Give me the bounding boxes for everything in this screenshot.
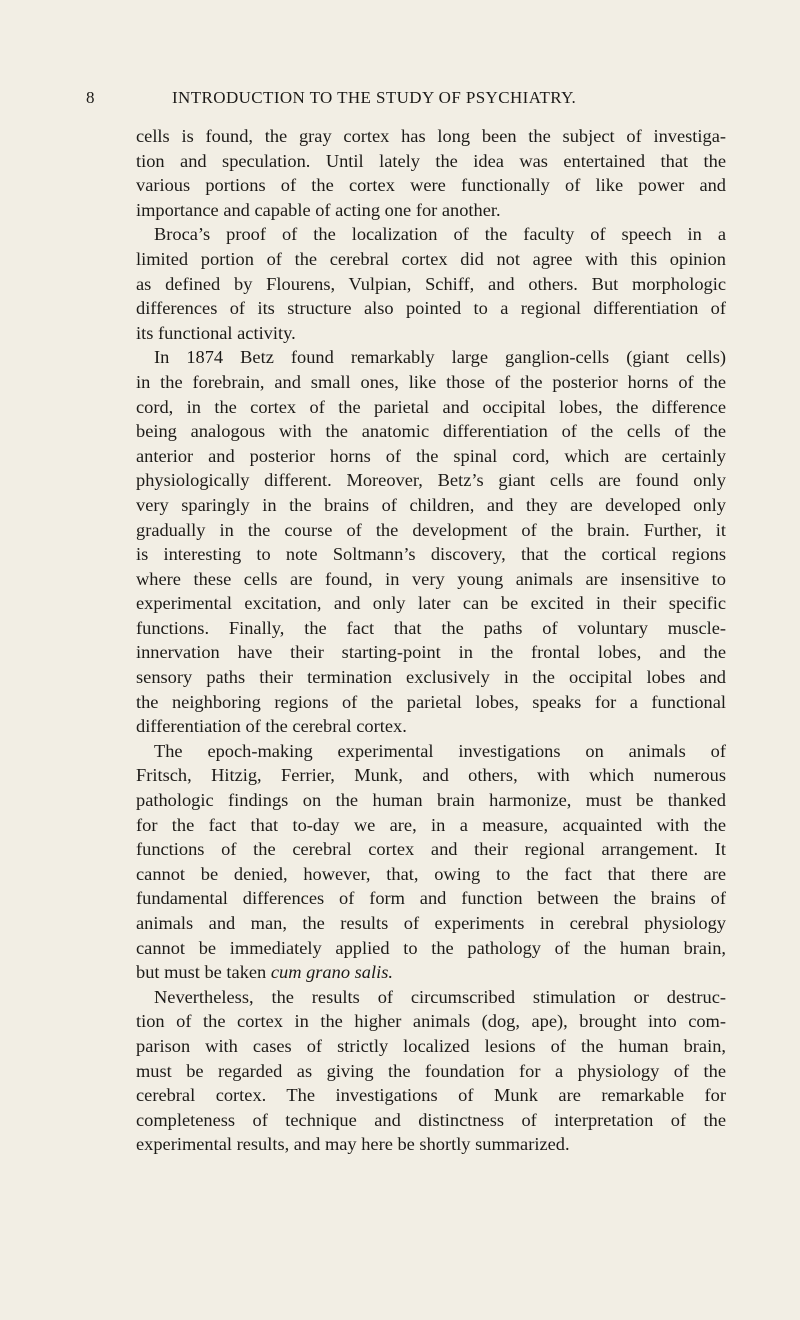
text-line: limited portion of the cerebral cortex did not agree with this opinion: [136, 248, 726, 269]
text-line: [136, 960, 726, 985]
paragraph: [136, 222, 726, 345]
text-line: fundamental differences of form and function between the brains of: [136, 888, 726, 909]
text-line: gradually in the course of the development of the brain. Further, it: [136, 519, 726, 540]
page-number: 8: [86, 88, 95, 107]
text-line: cannot be immediately applied to the pathology of the human brain,: [136, 937, 726, 958]
text-line: experimental excitation, and only later can be excited in their specific: [136, 593, 726, 614]
paragraph: [136, 345, 726, 739]
text-line: must be regarded as giving the foundation for a physiology of the: [136, 1060, 726, 1081]
text-line: physiologically different. Moreover, Betz’s giant cells are found only: [136, 470, 726, 491]
text-line: Broca’s proof of the localization of the faculty of speech in a: [154, 224, 726, 245]
text-line: innervation have their starting-point in the frontal lobes, and the: [136, 642, 726, 663]
text-line: its functional activity.: [136, 322, 296, 343]
text-line: various portions of the cortex were functionally of like power and: [136, 175, 726, 196]
paragraph: [136, 985, 726, 1157]
text-line: being analogous with the anatomic differentiation of the cells of the: [136, 421, 726, 442]
text-line: for the fact that to-day we are, in a measure, acquainted with the: [136, 814, 726, 835]
paragraph: [136, 124, 726, 222]
text-line: In 1874 Betz found remarkably large ganglion-cells (giant cells): [154, 347, 726, 368]
text-line: differences of its structure also pointed to a regional differentiation of: [136, 298, 726, 319]
text-line: experimental results, and may here be shortly summarized.: [136, 1134, 570, 1155]
text-line: differentiation of the cerebral cortex.: [136, 716, 407, 737]
text-line: pathologic findings on the human brain harmonize, must be thanked: [136, 790, 726, 811]
text-line: very sparingly in the brains of children, and they are developed only: [136, 494, 726, 515]
text-line: parison with cases of strictly localized lesions of the human brain,: [136, 1035, 726, 1056]
text-line: sensory paths their termination exclusively in the occipital lobes and: [136, 667, 726, 688]
latin-phrase: cum grano salis.: [270, 962, 393, 983]
body-text: [136, 124, 726, 1157]
text-line: as defined by Flourens, Vulpian, Schiff, and others. But morphologic: [136, 273, 726, 294]
text-line: anterior and posterior horns of the spinal cord, which are certainly: [136, 445, 726, 466]
text-line: where these cells are found, in very young animals are insensitive to: [136, 568, 726, 589]
text-line: is interesting to note Soltmann’s discovery, that the cortical regions: [136, 544, 726, 565]
text-line: functions. Finally, the fact that the paths of voluntary muscle-: [136, 617, 726, 638]
text-line: cannot be denied, however, that, owing to the fact that there are: [136, 863, 726, 884]
running-title: INTRODUCTION TO THE STUDY OF PSYCHIATRY.: [172, 88, 577, 107]
text-line: animals and man, the results of experiments in cerebral physiology: [136, 913, 726, 933]
paragraph: [136, 739, 726, 985]
text-line: cells is found, the gray cortex has long been the subject of investiga-: [136, 126, 726, 146]
text-line: tion and speculation. Until lately the idea was entertained that the: [136, 150, 726, 171]
text-line: Nevertheless, the results of circumscribed stimulation or destruc-: [154, 986, 726, 1007]
text-line: cerebral cortex. The investigations of Munk are remarkable for: [136, 1085, 726, 1106]
text-line: Fritsch, Hitzig, Ferrier, Munk, and others, with which numerous: [136, 765, 726, 786]
text-line: tion of the cortex in the higher animals (dog, ape), brought into com-: [136, 1011, 726, 1032]
text-line-prefix: but must be taken: [136, 962, 271, 983]
text-line: functions of the cerebral cortex and their regional arrangement. It: [136, 839, 726, 860]
page-header: [86, 88, 726, 112]
text-line: importance and capable of acting one for another.: [136, 199, 501, 220]
text-line: The epoch-making experimental investigations on animals of: [154, 740, 726, 761]
text-line: the neighboring regions of the parietal lobes, speaks for a functional: [136, 691, 726, 712]
text-line: cord, in the cortex of the parietal and occipital lobes, the difference: [136, 396, 726, 417]
text-line: in the forebrain, and small ones, like those of the posterior horns of the: [136, 371, 726, 392]
text-line: completeness of technique and distinctness of interpretation of the: [136, 1109, 726, 1130]
